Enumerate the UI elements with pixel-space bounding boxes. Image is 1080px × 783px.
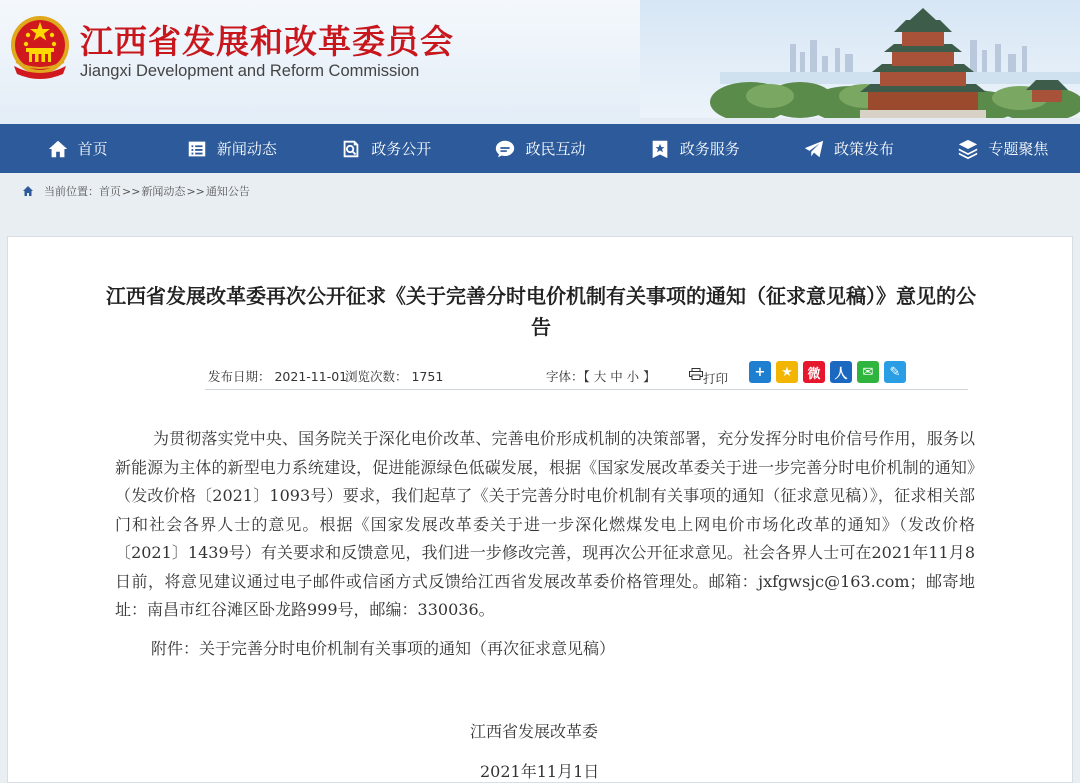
nav-item-interaction[interactable] bbox=[463, 124, 617, 173]
site-header bbox=[0, 0, 1080, 124]
chat-icon bbox=[494, 138, 516, 160]
nav-item-news[interactable] bbox=[154, 124, 308, 173]
service-star-icon bbox=[649, 138, 671, 160]
share-bar bbox=[749, 361, 906, 383]
nav-item-label: 政策发布 bbox=[834, 140, 895, 158]
article-title: 江西省发展改革委再次公开征求《关于完善分时电价机制有关事项的通知（征求意见稿）》意见的公告 bbox=[106, 284, 976, 339]
layers-icon bbox=[957, 138, 979, 160]
nav-item-label: 政务公开 bbox=[371, 140, 432, 158]
publish-date: 发布日期： 2021-11-01 bbox=[208, 369, 348, 384]
breadcrumb-prefix: 当前位置： bbox=[44, 185, 99, 198]
national-emblem-icon bbox=[8, 14, 72, 80]
font-size-switcher[interactable]: 字体：【 大 中 小 】 bbox=[546, 369, 656, 384]
qzone-icon[interactable]: ★ bbox=[776, 361, 798, 383]
nav-item-home[interactable] bbox=[0, 124, 154, 173]
body-paragraph: 为贯彻落实党中央、国务院关于深化电价改革、完善电价形成机制的决策部署，充分发挥分时电价信号作用，服务以新能源为主体的新型电力系统建设，促进能源绿色低碳发展，根据《国家发展改革委关于进一步完善分时电价机制的通知》（发改价格〔2021〕1093号）要求，我们起草了《关于完善分时电价机制有关事项的通知（征求意见稿）》，征求相关部门和社会各界人士的意见。根据《国家发展改革委关于进一步深化燃煤发电上网电价市场化改革的通知》（发改价格〔2021〕1439号）有关要求和反馈意见，我们进一步修改完善，现再次公开征求意见。社会各界人士可在2021年11月8日前，将意见建议通过电子邮件或信函方式反馈给江西省发展改革委价格管理处。邮箱：jxfgwsjc@163.com；邮寄地址：南昌市红谷滩区卧龙路999号，邮编：330036。 bbox=[115, 429, 975, 619]
nav-item-label: 政务服务 bbox=[679, 140, 740, 158]
nav-item-open-government[interactable] bbox=[309, 124, 463, 173]
breadcrumb bbox=[0, 173, 1080, 209]
article-container bbox=[7, 236, 1073, 783]
share-more-icon[interactable]: + bbox=[749, 361, 771, 383]
renren-icon[interactable]: 人 bbox=[830, 361, 852, 383]
nav-item-services[interactable] bbox=[617, 124, 771, 173]
article-body bbox=[115, 425, 975, 663]
signature-org: 江西省发展改革委 bbox=[470, 722, 599, 741]
weibo-icon[interactable]: 微 bbox=[803, 361, 825, 383]
open-government-icon bbox=[340, 138, 362, 160]
nav-item-label: 专题聚焦 bbox=[988, 140, 1049, 158]
breadcrumb-news[interactable]: 新闻动态 bbox=[141, 185, 186, 198]
nav-item-policy[interactable] bbox=[771, 124, 925, 173]
nav-item-label: 首页 bbox=[77, 140, 108, 158]
breadcrumb-separator: >> bbox=[186, 184, 205, 198]
send-icon bbox=[803, 138, 825, 160]
nav-item-topics[interactable] bbox=[926, 124, 1080, 173]
nav-item-label: 政民互动 bbox=[525, 140, 586, 158]
breadcrumb-separator: >> bbox=[122, 184, 141, 198]
signature-date: 2021年11月1日 bbox=[480, 762, 600, 781]
site-title: 江西省发展和改革委员会 bbox=[80, 22, 454, 61]
view-count: 浏览次数： 1751 bbox=[345, 369, 444, 384]
wechat-icon[interactable]: ✉ bbox=[857, 361, 879, 383]
nav-item-label: 新闻动态 bbox=[216, 140, 277, 158]
edit-share-icon[interactable]: ✎ bbox=[884, 361, 906, 383]
printer-icon bbox=[689, 368, 703, 380]
tengwang-pavilion-banner bbox=[640, 0, 1080, 124]
breadcrumb-home[interactable]: 首页 bbox=[99, 185, 121, 198]
home-icon bbox=[47, 138, 69, 160]
print-label: 打印 bbox=[703, 371, 729, 386]
site-subtitle: Jiangxi Development and Reform Commission bbox=[80, 62, 420, 80]
main-nav bbox=[0, 124, 1080, 173]
home-icon bbox=[22, 185, 34, 197]
attachment-link[interactable]: 附件：关于完善分时电价机制有关事项的通知（再次征求意见稿） bbox=[151, 638, 616, 658]
breadcrumb-notices[interactable]: 通知公告 bbox=[205, 185, 250, 198]
divider bbox=[205, 389, 968, 390]
news-icon bbox=[186, 138, 208, 160]
print-button[interactable] bbox=[689, 367, 729, 386]
